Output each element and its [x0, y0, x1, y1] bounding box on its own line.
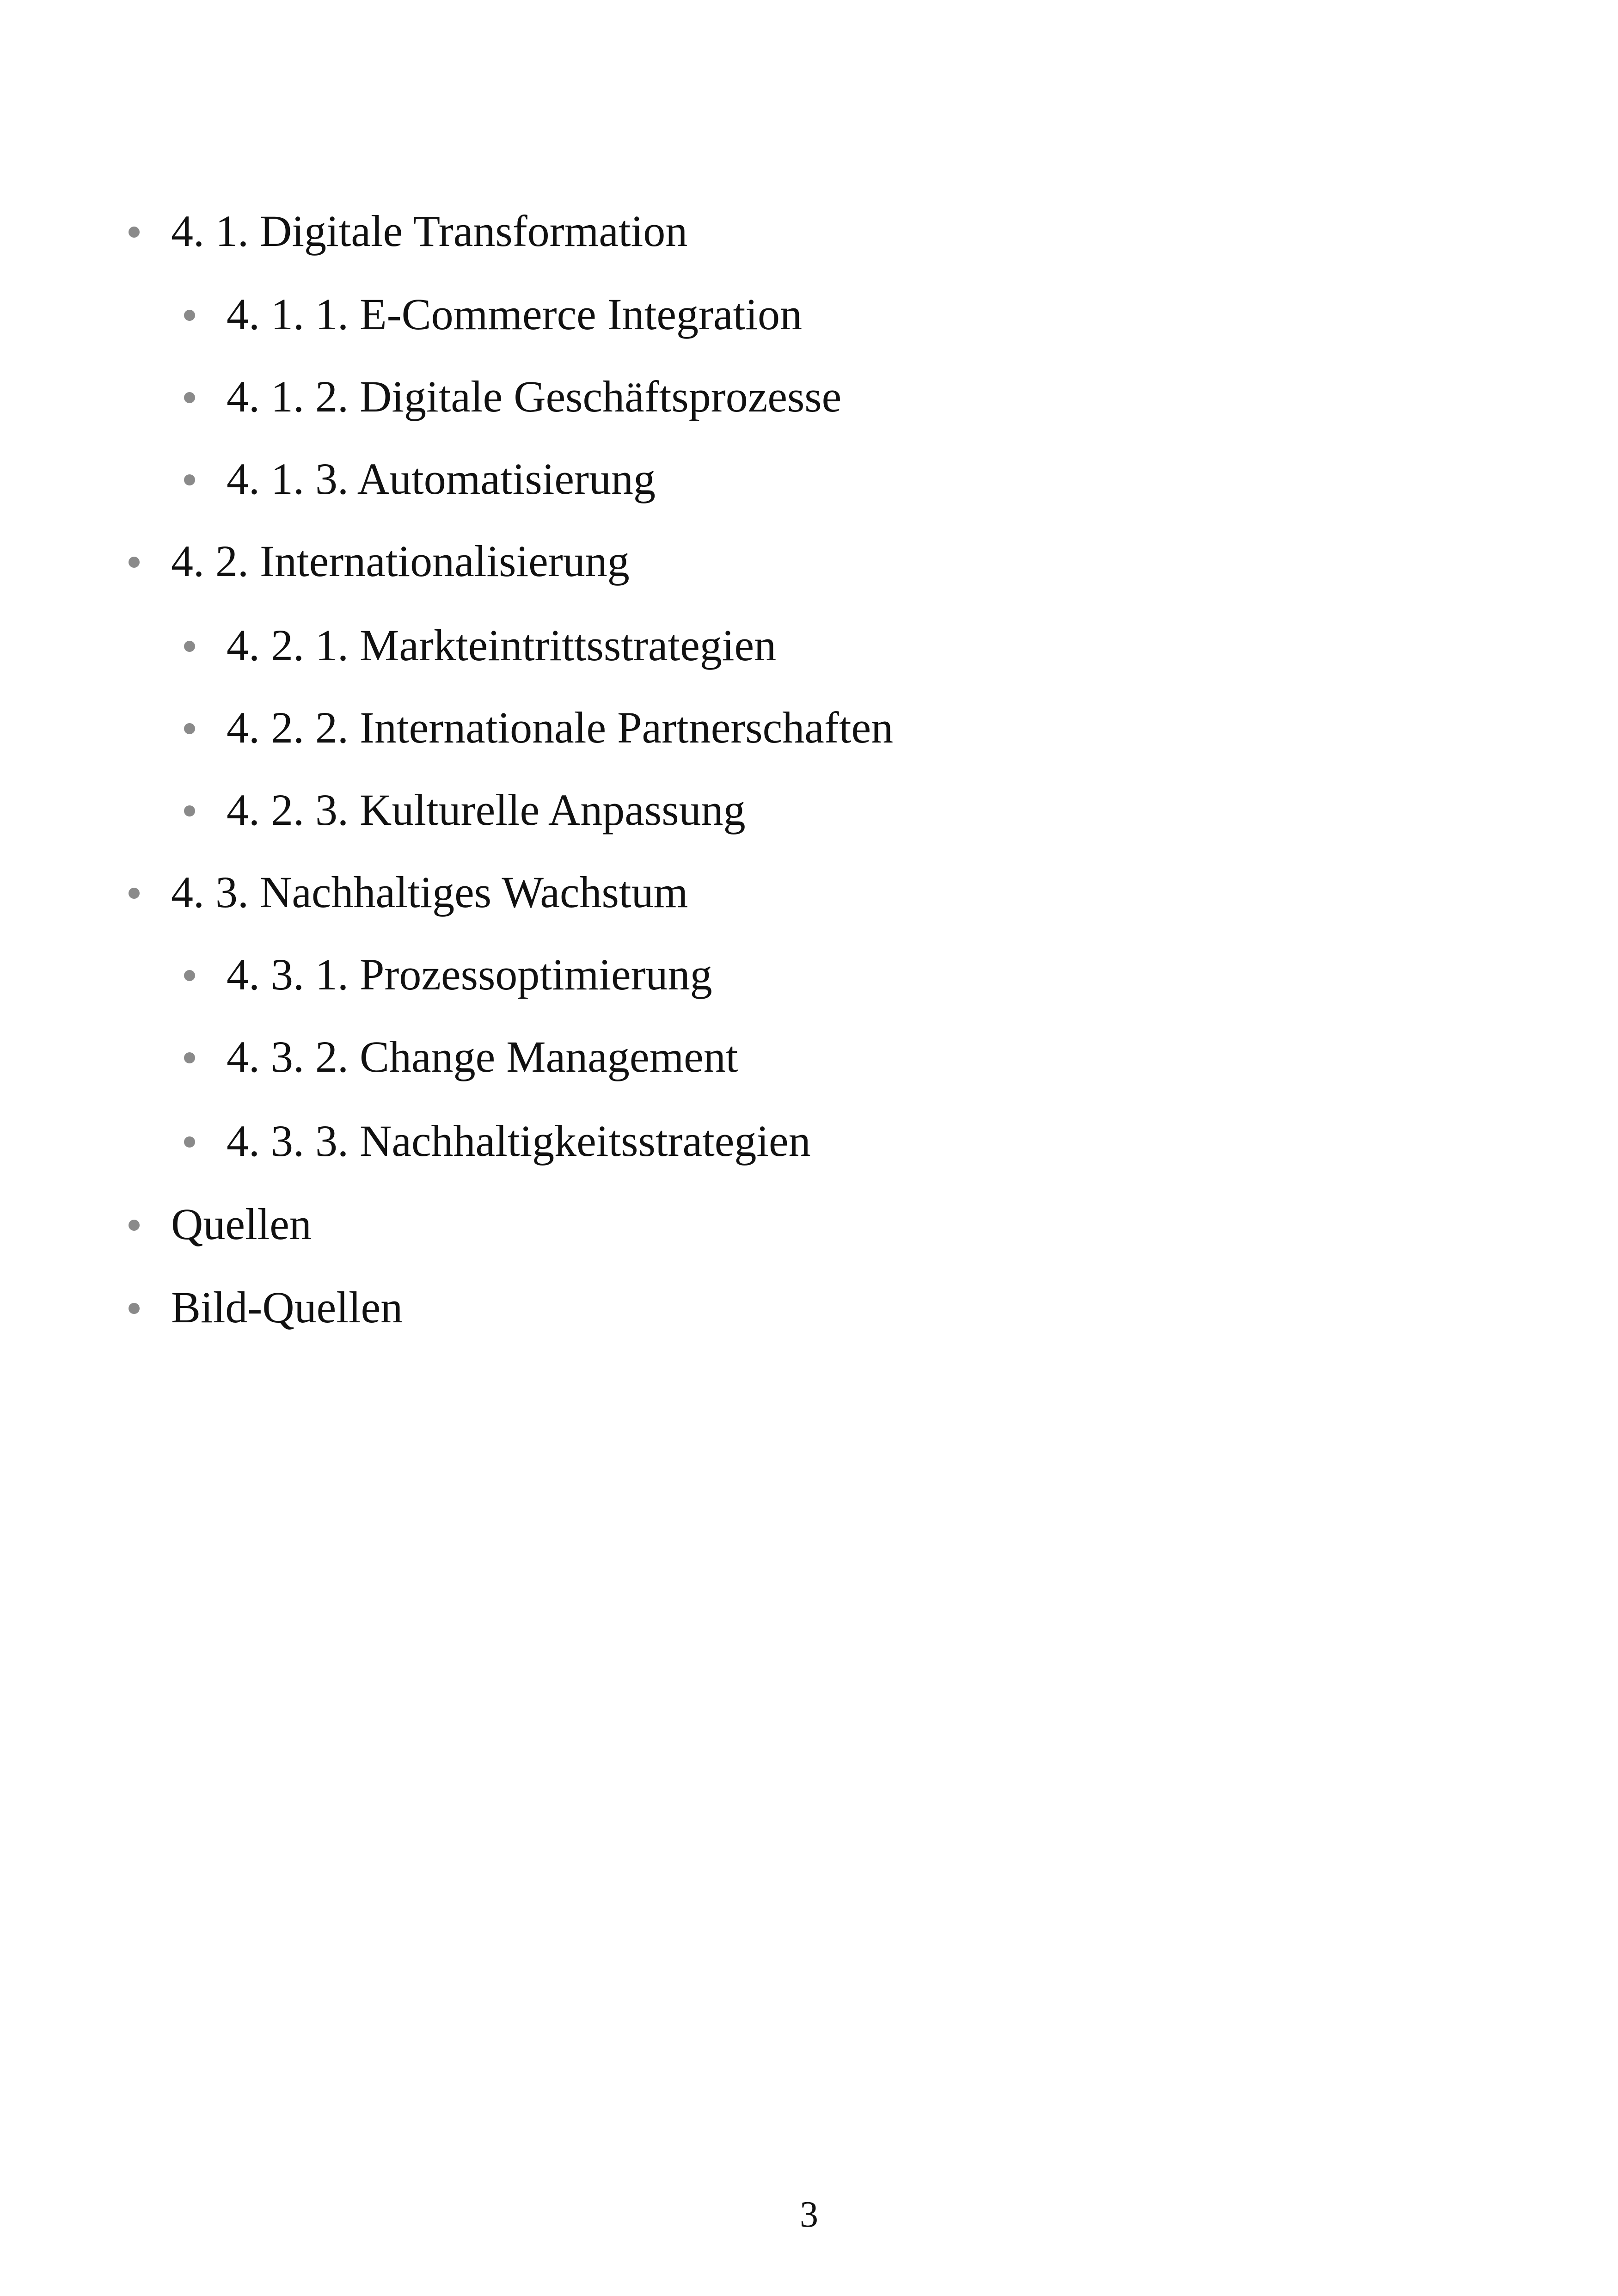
bullet-icon — [184, 474, 195, 485]
toc-entry-level-2 — [227, 451, 656, 507]
toc-entry-level-1 — [171, 865, 688, 920]
toc-entry-text: 4. 1. 2. Digitale Geschäftsprozesse — [227, 372, 842, 421]
bullet-icon — [184, 1052, 195, 1063]
toc-entry-level-1 — [171, 203, 687, 259]
page-number: 3 — [800, 2194, 818, 2235]
toc-entry-text: 4. 3. Nachhaltiges Wachstum — [171, 867, 688, 917]
toc-entry-level-2 — [227, 700, 893, 755]
bullet-icon — [129, 557, 140, 568]
bullet-icon — [129, 1303, 140, 1314]
toc-entry-text: 4. 3. 1. Prozessoptimierung — [227, 950, 712, 999]
toc-entry-level-2 — [227, 1113, 811, 1169]
toc-entry-level-2 — [227, 947, 712, 1002]
toc-entry-level-2 — [227, 287, 802, 342]
toc-entry-text: Quellen — [171, 1199, 312, 1249]
bullet-icon — [184, 641, 195, 652]
bullet-icon — [184, 392, 195, 403]
toc-entry-text: 4. 1. 3. Automatisierung — [227, 454, 656, 503]
toc-entry-level-2 — [227, 1029, 738, 1085]
bullet-icon — [184, 805, 195, 816]
bullet-icon — [184, 310, 195, 321]
toc-entry-text: 4. 2. 1. Markteintrittsstrategien — [227, 620, 777, 670]
toc-entry-text: 4. 2. 2. Internationale Partnerschaften — [227, 703, 894, 752]
bullet-icon — [129, 888, 140, 899]
bullet-icon — [184, 970, 195, 981]
toc-entry-level-1 — [171, 534, 630, 589]
toc-entry-level-2 — [227, 618, 776, 673]
toc-entry-text: 4. 1. Digitale Transformation — [171, 206, 688, 256]
toc-entry-level-2 — [227, 369, 841, 424]
bullet-icon — [129, 1220, 140, 1231]
toc-entry-text: 4. 1. 1. E-Commerce Integration — [227, 289, 802, 339]
toc-entry-text: 4. 2. 3. Kulturelle Anpassung — [227, 785, 746, 835]
toc-entry-text: 4. 2. Internationalisierung — [171, 536, 630, 586]
toc-entry-level-1 — [171, 1197, 312, 1252]
bullet-icon — [184, 723, 195, 734]
toc-entry-text: 4. 3. 3. Nachhaltigkeitsstrategien — [227, 1116, 811, 1166]
toc-entry-text: Bild-Quellen — [171, 1283, 403, 1332]
toc-entry-text: 4. 3. 2. Change Management — [227, 1032, 738, 1081]
bullet-icon — [184, 1136, 195, 1148]
toc-entry-level-1 — [171, 1280, 403, 1335]
toc-entry-level-2 — [227, 782, 746, 838]
bullet-icon — [129, 227, 140, 238]
